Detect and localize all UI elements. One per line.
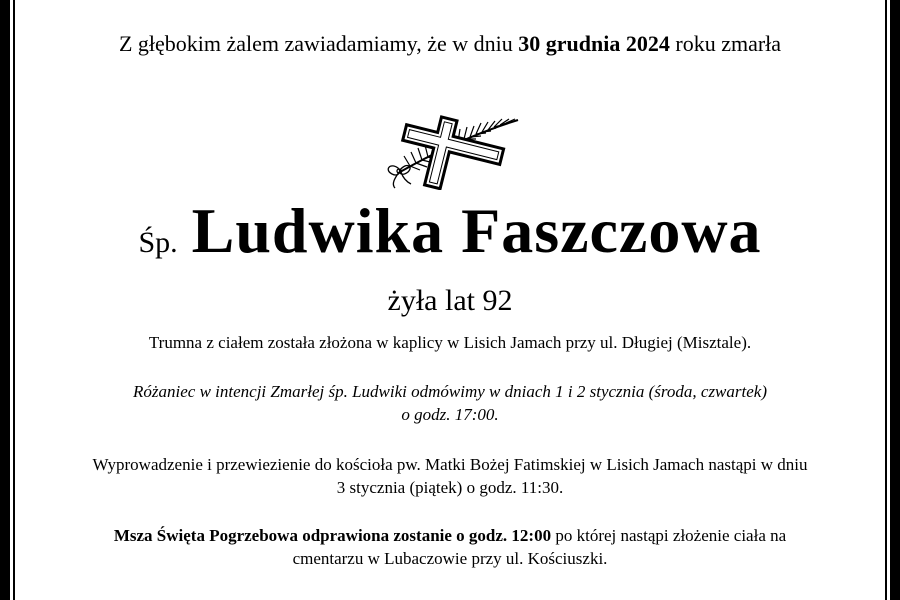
procession-info-line1: Wyprowadzenie i przewiezienie do kościoła pw. Matki Bożej Fatimskiej w Lisich Jamach nastąpi w dniu [92, 455, 808, 474]
deceased-age: żyła lat 92 [387, 284, 513, 317]
border-right-thick [890, 0, 900, 600]
intro-before: Z głębokim żalem zawiadamiamy, że w dniu [118, 31, 519, 56]
mass-info-bold: Msza Święta Pogrzebowa odprawiona zostanie o godz. 12:00 [113, 526, 552, 545]
cross-with-palm-branch-icon [380, 110, 525, 190]
coffin-info: Trumna z ciałem została złożona w kaplicy w Lisich Jamach przy ul. Długiej (Misztale). [148, 333, 752, 352]
border-left-thick [0, 0, 10, 600]
mass-info-rest: po której nastąpi złożenie ciała na [551, 526, 787, 545]
intro-text [20, 30, 880, 58]
name-prefix: Śp. [138, 226, 178, 259]
rosary-info-line1: Różaniec w intencji Zmarłej śp. Ludwiki odmówimy w dniach 1 i 2 stycznia (środa, czwartek) [133, 382, 767, 401]
mass-info-line2: cmentarzu w Lubaczowie przy ul. Kościuszki. [292, 549, 608, 568]
deceased-name-line [20, 188, 880, 274]
border-right-thin [885, 0, 887, 600]
mass-info-line1 [20, 524, 880, 547]
border-left-thin [13, 0, 15, 600]
intro-after: roku zmarła [669, 31, 782, 56]
rosary-info-line2: o godz. 17:00. [401, 405, 499, 424]
deceased-name: Ludwika Faszczowa [191, 195, 762, 266]
procession-info-line2: 3 stycznia (piątek) o godz. 11:30. [336, 478, 564, 497]
death-date: 30 grudnia 2024 [518, 31, 670, 56]
